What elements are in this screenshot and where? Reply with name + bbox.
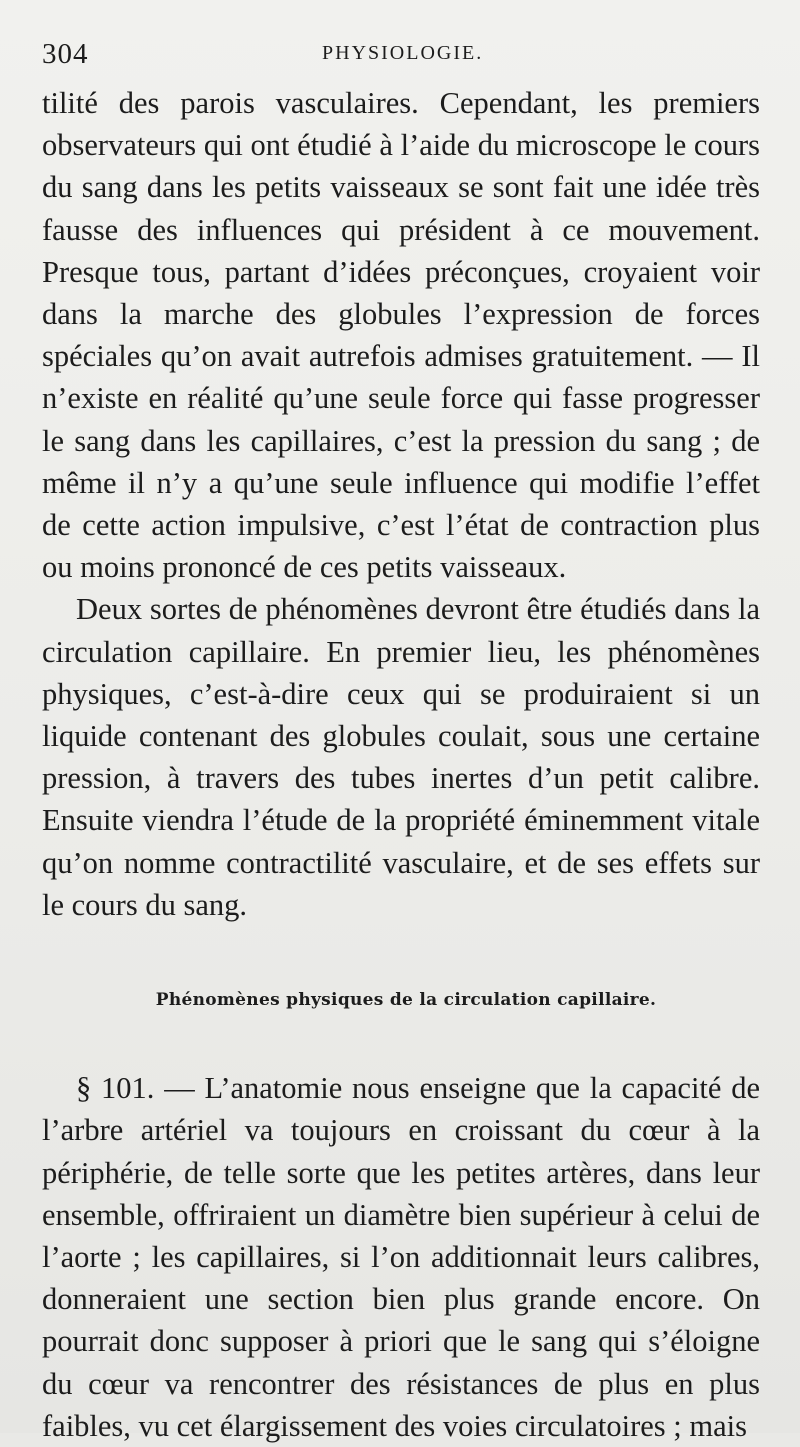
running-title: PHYSIOLOGIE. <box>322 42 484 64</box>
body-text <box>42 82 760 1447</box>
section-paragraph <box>42 1067 760 1447</box>
paragraph-two-sorts: Deux sortes de phénomènes devront être étudiés dans la circulation capillaire. En premier lieu, les phénomènes physiques, c’est-à-dire ceux qui se produiraient si un liquide contenant des globules coulait, sous une certaine pression, à travers des tubes inertes d’un petit calibre. Ensuite viendra l’étude de la propriété éminemment vitale qu’on nomme contractilité vasculaire, et de ses effets sur le cours du sang. <box>42 592 760 922</box>
section-text: — L’anatomie nous enseigne que la capacité de l’arbre artériel va toujours en croissant du cœur à la périphérie, de telle sorte que les petites artères, dans leur ensemble, offriraient un diamètre bien supérieur à celui de l’aorte ; les capillaires, si l’on additionnait leurs calibres, donneraient une section bien plus grande encore. On pourrait donc supposer à priori que le sang qui s’éloigne du cœur va rencontrer des résistances de plus en plus faibles, vu cet élargissement des voies circulatoires ; mais <box>42 1071 761 1443</box>
paragraph-continued: tilité des parois vasculaires. Cependant, les premiers observateurs qui ont étudié à l’aide du microscope le cours du sang dans les petits vaisseaux se sont fait une idée très fausse des influences qui président à ce mouvement. Presque tous, partant d’idées préconçues, croyaient voir dans la marche des globules l’expression de forces spéciales qu’on avait autrefois admises gratuitement. — Il n’existe en réalité qu’une seule force qui fasse progresser le sang dans les capillaires, c’est la pression du sang ; de même il n’y a qu’une seule influence qui modifie l’effet de cette action impulsive, c’est l’état de contraction plus ou moins prononcé de ces petits vaisseaux. <box>42 86 760 585</box>
section-heading: Phénomènes physiques de la circulation capillaire. <box>155 990 657 1011</box>
page-number: 304 <box>42 38 89 70</box>
running-head <box>42 36 760 82</box>
section-number: § 101. <box>76 1071 155 1106</box>
